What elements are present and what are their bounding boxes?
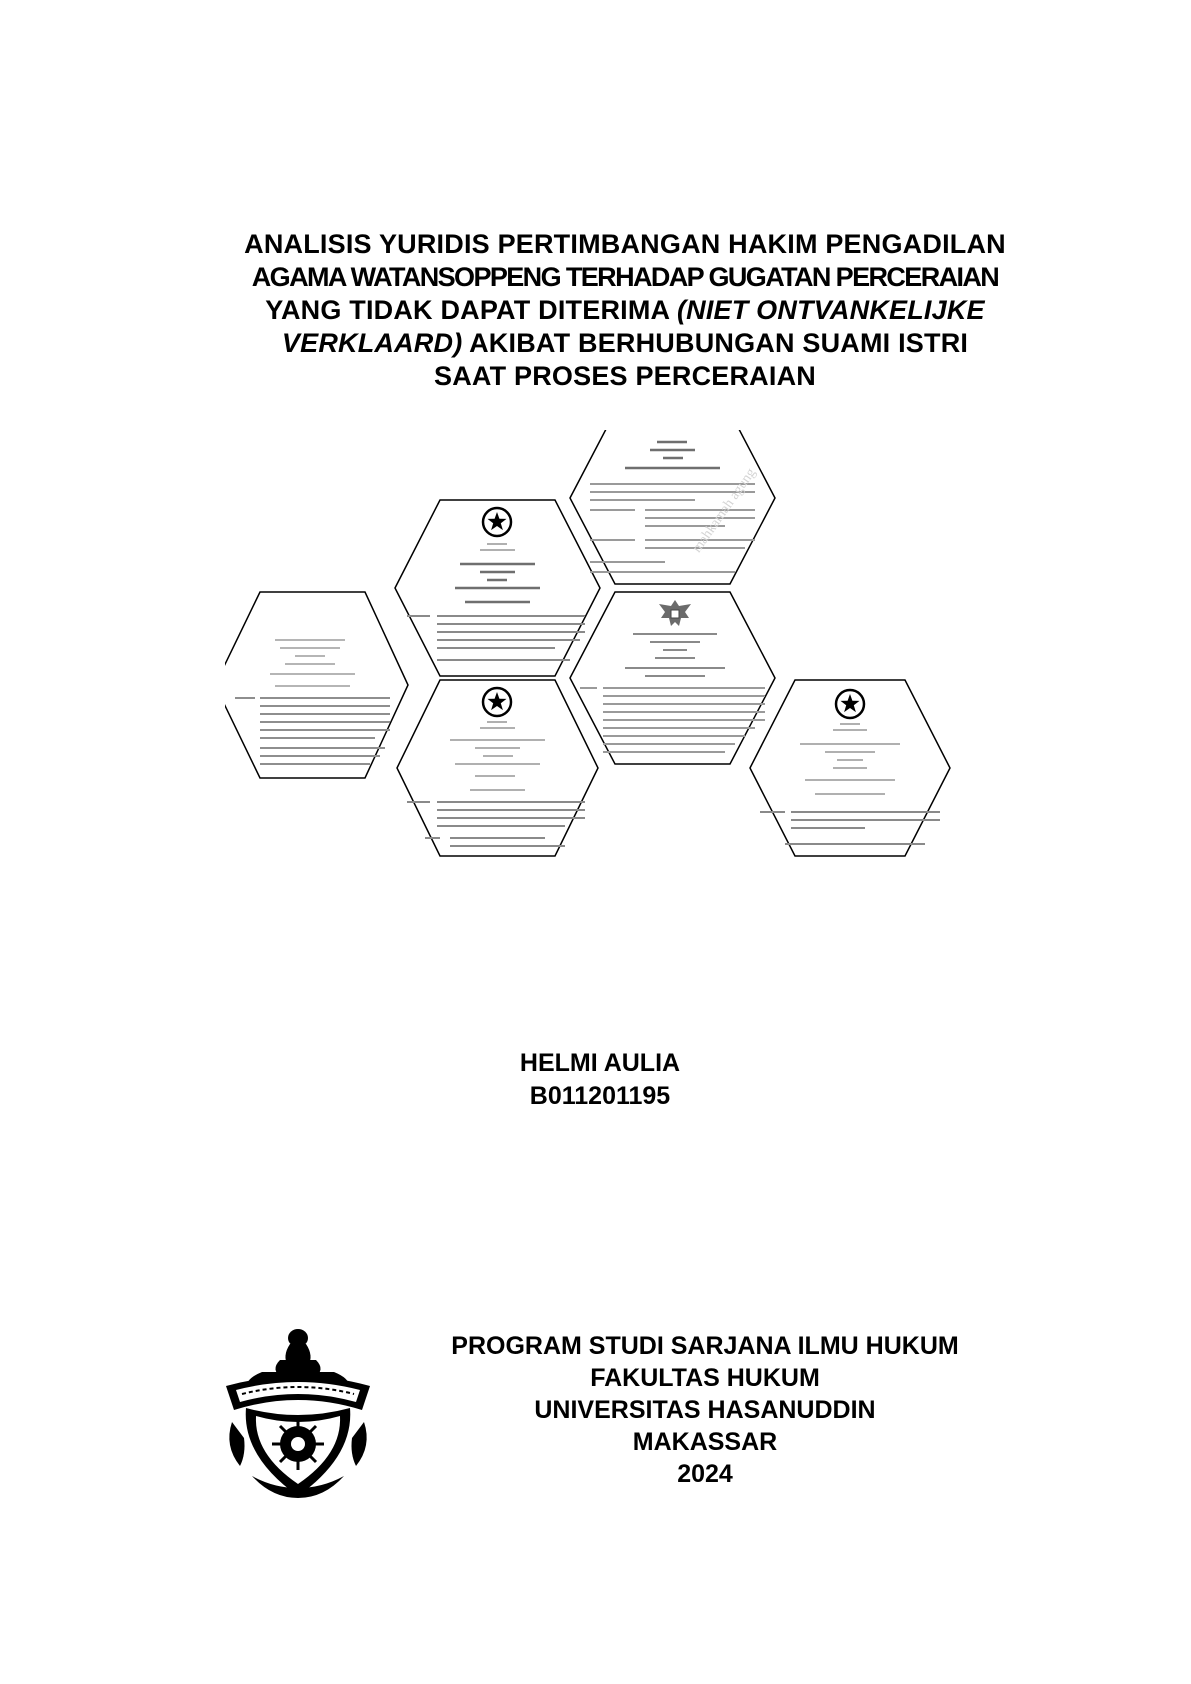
star-emblem-icon	[836, 690, 864, 718]
title-line-4-italic: VERKLAARD)	[281, 328, 463, 358]
faculty-name: FAKULTAS HUKUM	[590, 1364, 820, 1392]
student-id: B011201195	[529, 1082, 671, 1110]
thesis-title	[200, 228, 1050, 393]
svg-text:mahkamah agung: mahkamah agung	[689, 465, 759, 556]
title-line-5: SAAT PROSES PERCERAIAN	[434, 361, 816, 391]
hex-left	[225, 592, 408, 778]
hex-far-right	[750, 680, 950, 856]
author-block	[350, 1047, 850, 1113]
year: 2024	[677, 1460, 733, 1488]
author-name: HELMI AULIA	[519, 1049, 681, 1077]
title-line-3-plain: YANG TIDAK DAPAT DITERIMA	[265, 295, 677, 325]
title-line-3-italic: (NIET ONTVANKELIJKE	[676, 295, 985, 325]
university-name: UNIVERSITAS HASANUDDIN	[534, 1396, 876, 1424]
hexagon-document-collage	[225, 430, 1025, 930]
hex-middle-right	[570, 592, 775, 764]
title-line-2: AGAMA WATANSOPPENG TERHADAP GUGATAN PERCERAIAN	[251, 262, 999, 292]
hex-upper-center	[395, 500, 600, 676]
title-line-4	[200, 327, 1050, 360]
institution-block	[405, 1330, 1005, 1490]
hex-top-right	[570, 430, 775, 584]
title-line-1: ANALISIS YURIDIS PERTIMBANGAN HAKIM PENGADILAN	[244, 229, 1006, 259]
study-program: PROGRAM STUDI SARJANA ILMU HUKUM	[451, 1332, 959, 1360]
title-line-4-plain: AKIBAT BERHUBUNGAN SUAMI ISTRI	[462, 328, 969, 358]
title-line-3	[200, 294, 1050, 327]
city-name: MAKASSAR	[632, 1428, 778, 1456]
star-emblem-icon	[483, 508, 511, 536]
star-emblem-icon	[483, 688, 511, 716]
hex-lower-center	[397, 680, 598, 856]
university-seal-icon	[222, 1326, 374, 1501]
